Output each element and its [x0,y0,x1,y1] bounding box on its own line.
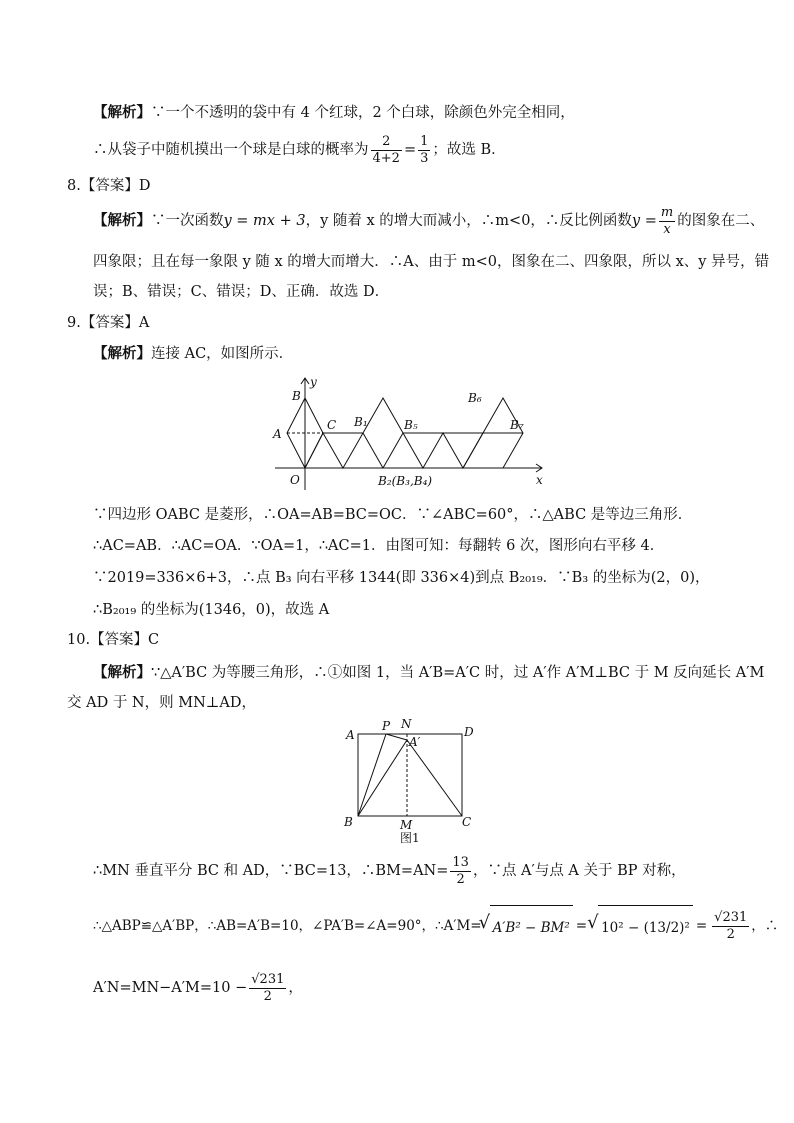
label-O: O [290,473,300,487]
label-y: y [310,375,317,389]
q10-sqrt1: √ A′B² − BM² [490,905,573,948]
analysis-tag: 【解析】 [93,104,151,121]
q9-line1 [93,344,293,364]
label-B6: B₆ [468,391,482,405]
segment-CA-prime [407,740,462,816]
q9-line2: ∵四边形 OABC 是菱形，∴OA=AB=BC=OC．∵∠ABC=60°，∴△ABC 是等边三角形． [93,507,693,523]
q9-line5: ∴B₂₀₁₉ 的坐标为(1346，0)，故选 A [93,602,330,618]
q7-fraction2: $\frac{1}{3}$ [420,133,429,166]
q10-text1: ∵△A′BC 为等腰三角形，∴①如图 1，当 A′B=A′C 时，过 A′作 A′M⊥BC 于 M 反向延长 A′M [151,665,765,681]
trail-edge [463,433,483,468]
q9-text1: 连接 AC，如图所示． [151,346,294,362]
q10-fraction-13-2: $\frac{13}{2}$ [452,854,469,887]
q7-analysis-line2 [93,133,506,167]
label-C: C [462,815,472,829]
label-D: D [464,725,474,739]
q8-heading: 8.【答案】D [67,178,151,194]
q10-line5 [93,968,303,1008]
q10-text4a: ∴△ABP≌△A′BP，∴AB=A′B=10，∠PA′B=∠A=90°，∴A′M= [93,918,482,934]
label-M: M [400,818,413,832]
q9-line4: ∵2019=336×6+3，∴点 B₃ 向右平移 1344(即 336×4)到点 B₂₀₁₉．∵B₃ 的坐标为(2，0)， [93,570,710,586]
label-x: x [536,473,543,487]
q7-text2: ∴从袋子中随机摸出一个球是白球的概率为 [93,142,369,158]
segment-PA-prime [386,734,407,740]
q8-text1b: ，y 随着 x 的增大而减小，∴m<0，∴反比例函数 [305,213,632,229]
q10-fraction-sqrt231-b: $\frac{√231}{2}$ [251,971,285,1004]
analysis-tag: 【解析】 [93,212,151,229]
q7-text1: ∵一个不透明的袋中有 4 个红球，2 个白球，除颜色外完全相同， [151,105,575,121]
q10-heading: 10.【答案】C [67,632,160,648]
q10-line3 [93,852,686,890]
q10-line4 [93,905,778,948]
trail-edge [383,433,403,468]
q10-eq2: = [695,918,708,934]
figure-caption: 图1 [400,831,420,845]
q10-rectangle-figure [338,714,478,846]
q7-fraction1: $\frac{2}{4+2}$ [372,133,400,166]
label-B1: B₁ [354,415,368,429]
q10-line1 [93,663,764,683]
q8-text1a: ∵一次函数 [151,213,224,229]
q8-line3: 误；B、错误；C、错误；D、正确．故选 D． [93,284,390,300]
q9-rhombus-figure [270,372,550,494]
label-P: P [382,719,391,733]
q7-text3: ；故选 B． [432,142,506,158]
q10-text3b: ，∵点 A′与点 A 关于 BP 对称， [472,863,686,879]
analysis-tag: 【解析】 [93,664,151,681]
q8-text1c: 的图象在二、 [677,213,765,229]
q9-heading: 9.【答案】A [67,315,150,331]
label-B7: B₇ [510,418,524,432]
q10-fraction-sqrt231: $\frac{√231}{2}$ [714,910,748,942]
q8-line1 [93,204,764,238]
label-B: B [292,389,301,403]
segment-BA-prime [358,740,407,816]
q8-function: y = mx + 3 [223,213,306,229]
q10-text4b: ，∴ [751,918,779,934]
label-A: A [273,427,282,441]
q10-line2: 交 AD 于 N，则 MN⊥AD， [67,695,256,711]
q8-line2: 四象限；且在每一象限 y 随 x 的增大而增大．∴A、由于 m<0，图象在二、四象限，所以 x、y 异号，错 [93,254,770,270]
label-B234: B₂(B₃,B₄) [378,474,433,488]
q10-sqrt2: √ 10² − (13/2)² [598,905,693,948]
trail-edge [363,433,383,468]
label-A: A [346,728,355,742]
q10-text5a: A′N=MN−A′M=10 − [93,980,248,996]
q10-text5b: ， [288,980,303,996]
label-N: N [401,717,412,731]
q8-function2: y = [631,213,657,229]
q10-eq1: = [575,918,588,934]
segment-BP [358,734,386,816]
label-B: B [344,815,353,829]
analysis-tag: 【解析】 [93,345,151,362]
q9-line3: ∴AC=AB．∴AC=OA．∵OA=1，∴AC=1．由图可知：每翻转 6 次，图形向右平移 4． [93,538,665,554]
label-B5: B₅ [404,418,418,432]
label-A-prime: A′ [409,735,421,749]
q8-fraction: $\frac{m}{x}$ [660,204,674,237]
q10-text3a: ∴MN 垂直平分 BC 和 AD，∵BC=13，∴BM=AN= [93,863,449,879]
q7-analysis-line1 [93,103,575,123]
q7-equals: = [403,142,417,158]
label-C: C [327,418,337,432]
